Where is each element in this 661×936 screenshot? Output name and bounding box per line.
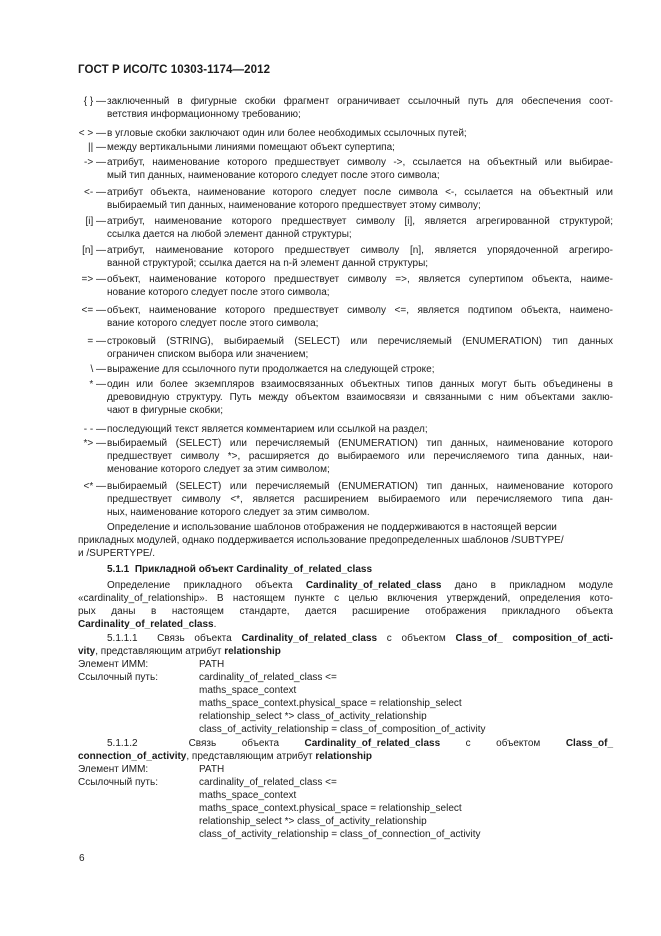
- para1-line: и /SUPERTYPE/.: [78, 548, 156, 559]
- para2-line: Определение прикладного объекта Cardinality_of_related_class дано в прикладном модуле: [107, 580, 614, 591]
- section-title: Прикладной объект Cardinality_of_related_class: [134, 564, 373, 575]
- reference-path-line: relationship_select *> class_of_activity_relationship: [199, 711, 427, 722]
- element-imm-label: Элемент ИММ:: [78, 764, 149, 775]
- definition-text-line: выражение для ссылочного пути продолжается на следующей строке;: [107, 364, 435, 375]
- definition-text-line: в угловые скобки заключают один или более необходимых ссылочных путей;: [107, 128, 467, 139]
- reference-path-line: maths_space_context: [199, 685, 297, 696]
- definition-text-line: мый тип данных, наименование которого следует после этого символа;: [107, 170, 440, 181]
- reference-path-label: Ссылочный путь:: [78, 672, 158, 683]
- definition-symbol: <= —: [81, 305, 106, 316]
- definition-text-line: последующий текст является комментарием или ссылкой на раздел;: [107, 424, 428, 435]
- definition-symbol: [i] —: [85, 216, 106, 227]
- definition-text-line: ванной структурой; ссылка дается на n-й элемент данной структуры;: [107, 258, 429, 269]
- para2-line: рых даны в настоящем стандарте, дается расширение отображения прикладного объекта: [78, 606, 613, 617]
- reference-path-label: Ссылочный путь:: [78, 777, 158, 788]
- definition-text-line: нование которого следует после этого символа;: [107, 287, 330, 298]
- definition-text-line: объект, наименование которого предшествует символу <=, является подтипом объекта, наимено-: [107, 305, 613, 316]
- definition-text-line: ссылка дается на любой элемент данной структуры;: [107, 229, 352, 240]
- definition-symbol: <* —: [83, 481, 106, 492]
- definition-symbol: = —: [87, 336, 106, 347]
- element-imm-value: PATH: [199, 659, 225, 670]
- definition-symbol: => —: [81, 274, 106, 285]
- definition-symbol: *> —: [83, 438, 106, 449]
- definition-text-line: выбираемый (SELECT) или перечисляемый (ENUMERATION) тип данных, наименование которого: [107, 438, 613, 449]
- definition-symbol: { } —: [83, 96, 106, 107]
- para1-line: прикладных модулей, однако поддерживается использование предопределенных шаблонов /SUBTYPE/: [78, 535, 564, 546]
- definition-text-line: менование которого следует за этим символом;: [107, 464, 330, 475]
- subsection-1-heading-line2: vity, представляющим атрибут relationship: [78, 646, 281, 657]
- definition-symbol: < > —: [78, 128, 106, 139]
- para2-line: Cardinality_of_related_class.: [78, 619, 217, 630]
- definition-text-line: заключенный в фигурные скобки фрагмент ограничивает ссылочный путь для обеспечения соот-: [107, 96, 613, 107]
- definition-text-line: атрибут, наименование которого предшествует символу [n], является упорядоченной агрегиро-: [107, 245, 613, 256]
- reference-path-line: class_of_activity_relationship = class_of_composition_of_activity: [199, 724, 486, 735]
- definition-symbol: [n] —: [82, 245, 106, 256]
- definition-symbol: -> —: [84, 157, 106, 168]
- definition-symbol: - - —: [83, 424, 106, 435]
- reference-path-line: maths_space_context: [199, 790, 297, 801]
- reference-path-line: maths_space_context.physical_space = relationship_select: [199, 803, 462, 814]
- element-imm-label: Элемент ИММ:: [78, 659, 149, 670]
- definition-text-line: строковый (STRING), выбираемый (SELECT) или перечисляемый (ENUMERATION) тип данных: [107, 336, 613, 347]
- definition-text-line: атрибут, наименование которого предшествует символу ->, ссылается на объектный или выбирае-: [107, 157, 613, 168]
- definition-text-line: чают в фигурные скобки;: [107, 405, 223, 416]
- definition-text-line: ограничен списком выбора или значением;: [107, 349, 309, 360]
- definition-text-line: вание которого следует после этого символа;: [107, 318, 319, 329]
- subsection-1-heading: 5.1.1.1 Связь объекта Cardinality_of_related_class с объектом Class_of_ composition_of_acti-: [107, 633, 613, 644]
- definition-text-line: между вертикальными линиями помещают объект супертипа;: [107, 142, 395, 153]
- definition-symbol: || —: [88, 142, 106, 153]
- reference-path-line: cardinality_of_related_class <=: [199, 777, 337, 788]
- definition-text-line: ветствия информационному требованию;: [107, 109, 301, 120]
- para2-line: «cardinality_of_relationship». В настоящем пункте с целью включения утверждений, определения кото-: [78, 593, 613, 604]
- definition-text-line: атрибут, наименование которого предшествует символу [i], является агрегированной структурой;: [107, 216, 613, 227]
- subsection-2-heading-line2: connection_of_activity, представляющим атрибут relationship: [78, 751, 373, 762]
- definition-text-line: выбираемый (SELECT) или перечисляемый (ENUMERATION) тип данных, наименование которого: [107, 481, 613, 492]
- definition-text-line: атрибут объекта, наименование которого следует после символа <-, ссылается на объектный или: [107, 187, 613, 198]
- definition-text-line: один или более экземпляров взаимосвязанных объектных типов данных могут быть объединены в: [107, 379, 613, 390]
- page-number: 6: [79, 853, 85, 864]
- subsection-2-heading: 5.1.1.2 Связь объекта Cardinality_of_related_class с объектом Class_of_: [107, 738, 614, 749]
- definition-text-line: объект, наименование которого предшествует символу =>, является супертипом объекта, наиме-: [107, 274, 613, 285]
- para1-line: Определение и использование шаблонов отображения не поддерживаются в настоящей версии: [107, 522, 557, 533]
- reference-path-line: class_of_activity_relationship = class_of_connection_of_activity: [199, 829, 481, 840]
- section-heading: [107, 563, 372, 576]
- definition-symbol: \ —: [90, 364, 106, 375]
- definition-text-line: предшествует символу *>, расширяется до выбираемого или перечисляемого типа данных, наи-: [107, 451, 613, 462]
- element-imm-value: PATH: [199, 764, 225, 775]
- reference-path-line: relationship_select *> class_of_activity_relationship: [199, 816, 427, 827]
- definition-text-line: выбираемый тип данных, наименование которого предшествует этому символу;: [107, 200, 481, 211]
- page-header: ГОСТ Р ИСО/ТС 10303-1174—2012: [78, 64, 271, 76]
- definition-symbol: * —: [89, 379, 106, 390]
- definition-symbol: <- —: [84, 187, 106, 198]
- definition-text-line: древовидную структуру. Путь между объектом взаимосвязи и связанными с ним объектами заклю-: [107, 392, 613, 403]
- section-number: 5.1.1: [107, 564, 130, 575]
- definition-text-line: предшествует символу <*, является расширением выбираемого или перечисляемого типа дан-: [107, 494, 613, 505]
- definition-text-line: ных, наименование которого следует за этим символом.: [107, 507, 370, 518]
- reference-path-line: cardinality_of_related_class <=: [199, 672, 337, 683]
- reference-path-line: maths_space_context.physical_space = relationship_select: [199, 698, 462, 709]
